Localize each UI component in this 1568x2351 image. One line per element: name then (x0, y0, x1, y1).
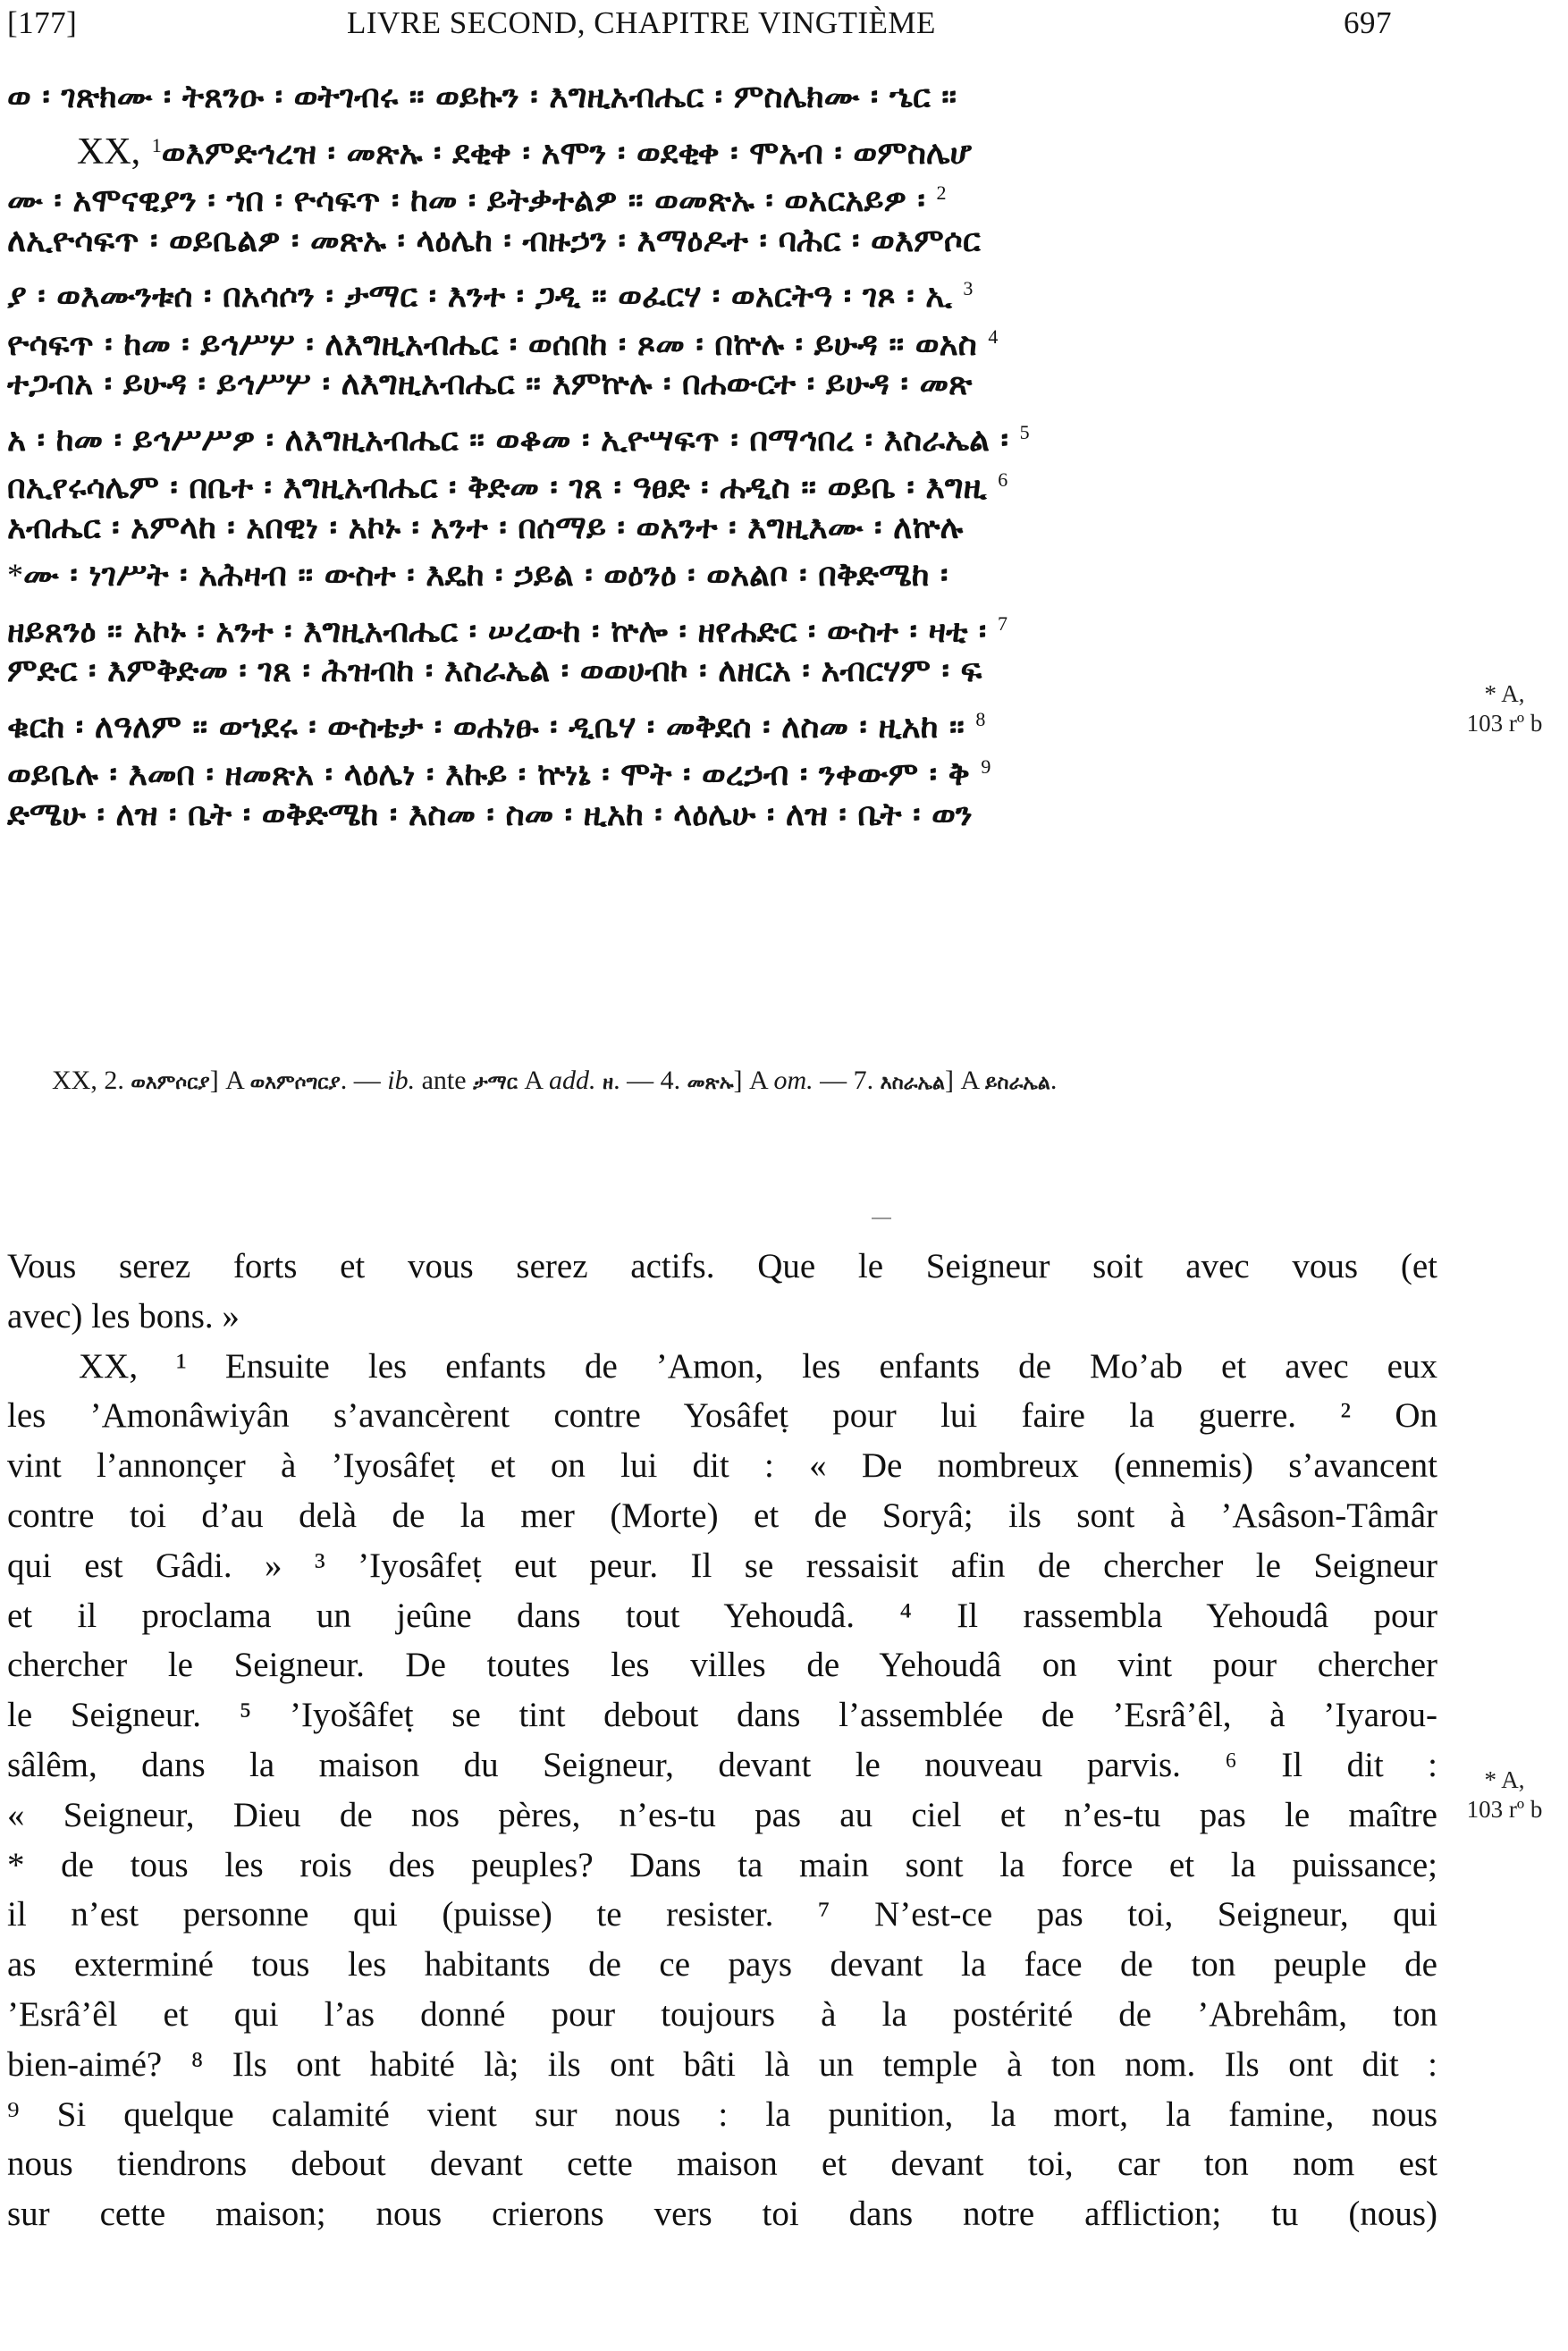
translation-line: le Seigneur. ⁵ ’Iyošâfeṭ se tint debout dans l’assemblée de ’Esrâ’êl, à ’Iyarou- (7, 1696, 1437, 1735)
running-header (7, 2, 1437, 46)
chapter-marker: XX, (77, 131, 141, 169)
ethiopic-line: ዮሳፍጥ ፡ ከመ ፡ ይኅሥሦ ፡ ለእግዚአብሔር ፡ ወሰበከ ፡ ጾመ ፡ በኵሉ ፡ ይሁዳ ። ወአስ $^4$ (7, 324, 999, 360)
translation-line: bien-aimé? ⁸ Ils ont habité là; ils ont bâti là un temple à ton nom. Ils ont dit : (7, 2044, 1437, 2084)
page-ref: [177] (7, 5, 78, 40)
ethiopic-line: ዘይጸንዕ ። አኮኑ ፡ አንተ ፡ እግዚአብሔር ፡ ሠረውከ ፡ ኵሎ ፡ ዘየሐድር ፡ ውስተ ፡ ዛቲ ፡ $^7$ (7, 611, 1007, 647)
running-title: LIVRE SECOND, CHAPITRE VINGTIÈME (347, 5, 936, 40)
translation-line: qui est Gâdi. » ³ ’Iyosâfeṭ eut peur. Il se ressaisit afin de chercher le Seigneur (7, 1546, 1437, 1585)
ethiopic-line: ቁርከ ፡ ለዓለም ። ወኀደሩ ፡ ውስቴታ ፡ ወሐነፁ ፡ ዲቤሃ ፡ መቅደሰ ፡ ለስመ ፡ ዚአከ ። $^8$ (7, 707, 986, 743)
ethiopic-line: ወ ፡ ገጽክሙ ፡ ትጸንዑ ፡ ወትገብሩ ። ወይኩን ፡ እግዚአብሔር ፡ ምስሌክሙ ፡ ኄር ። (7, 79, 957, 115)
translation-line: « Seigneur, Dieu de nos pères, n’es-tu pas au ciel et n’es-tu pas le maître (7, 1795, 1437, 1834)
translation-line: Vous serez forts et vous serez actifs. Que le Seigneur soit avec vous (et (7, 1247, 1437, 1285)
ethiopic-line: ድሜሁ ፡ ለዝ ፡ ቤት ፡ ወቅድሜከ ፡ እስመ ፡ ስመ ፡ ዚአከ ፡ ላዕሌሁ ፡ ለዝ ፡ ቤት ፡ ወን (7, 796, 973, 833)
translation-line: avec) les bons. » (7, 1296, 240, 1336)
separator-mark (872, 1218, 891, 1219)
french-translation-block (7, 1242, 1437, 2239)
ethiopic-line: XX, $^1$ወእምድኅረዝ ፡ መጽኡ ፡ ደቂቀ ፡ አሞን ፡ ወደቂቀ ፡ ሞአብ ፡ ወምስሌሆ (7, 122, 1437, 170)
ethiopic-line: ወይቤሉ ፡ እመበ ፡ ዘመጽአ ፡ ላዕሌነ ፡ እኩይ ፡ ኵነኔ ፡ ሞት ፡ ወረኃብ ፡ ንቀውም ፡ ቅ $^9$ (7, 755, 991, 791)
ethiopic-text-block (7, 73, 1437, 838)
ethiopic-line: አብሔር ፡ አምላከ ፡ አበዊነ ፡ አኮኑ ፡ አንተ ፡ በሰማይ ፡ ወአንተ ፡ እግዚእሙ ፡ ለኵሉ (7, 509, 964, 546)
translation-line: nous tiendrons debout devant cette maison et devant toi, car ton nom est (7, 2145, 1437, 2184)
ethiopic-line: በኢየሩሳሌም ፡ በቤተ ፡ እግዚአብሔር ፡ ቅድመ ፡ ገጸ ፡ ዓፀድ ፡ ሐዲስ ። ወይቤ ፡ እግዚ $^6$ (7, 468, 1008, 504)
translation-line: ’Esrâ’êl et qui l’as donné pour toujours à la postérité de ’Abrehâm, ton (7, 1994, 1437, 2034)
translation-line: sâlêm, dans la maison du Seigneur, devant le nouveau parvis. ⁶ Il dit : (7, 1745, 1437, 1784)
ethiopic-line: ያ ፡ ወእሙንቱሰ ፡ በአሳሶን ፡ ታማር ፡ እንተ ፡ ጋዲ ። ወፈርሃ ፡ ወአርትዓ ፡ ገጾ ፡ ኢ $^3$ (7, 277, 974, 313)
translation-line: les ’Amonâwiyân s’avancèrent contre Yosâfeṭ pour lui faire la guerre. ² On (7, 1396, 1437, 1436)
translation-line: as exterminé tous les habitants de ce pays devant la face de ton peuple de (7, 1945, 1437, 1984)
margin-folio-note: * A, 103 rº b (1466, 680, 1543, 737)
translation-line: vint l’annonçer à ’Iyosâfeṭ et on lui dit : « De nombreux (ennemis) s’avancent (7, 1446, 1437, 1486)
page-number: 697 (1344, 5, 1392, 40)
ethiopic-line: *ሙ ፡ ነገሥት ፡ አሕዛብ ። ውስተ ፡ እዴከ ፡ ኃይል ፡ ወዕንዕ ፡ ወአልቦ ፡ በቅድሜከ ፡ (7, 557, 948, 594)
translation-line: sur cette maison; nous crierons vers toi dans notre affliction; tu (nous) (7, 2195, 1437, 2234)
ethiopic-line: ሙ ፡ አሞናዊያን ፡ ኀበ ፡ ዮሳፍጥ ፡ ከመ ፡ ይትቃተልዎ ። ወመጽኡ ፡ ወአርአይዎ ፡ $^2$ (7, 181, 947, 217)
margin-folio-note: * A, 103 rº b (1466, 1766, 1543, 1823)
critical-apparatus: XX, 2. ወእምሶርያ] A ወእምሶግርያ. — ib. ante ታማር A add. ዘ. — 4. መጽኡ] A om. — 7. እስራኤል] A ይስራኤል. (52, 1066, 1058, 1095)
ethiopic-line: ተጋብአ ፡ ይሁዳ ፡ ይኅሥሦ ፡ ለእግዚአብሔር ። እምኵሉ ፡ በሐውርተ ፡ ይሁዳ ፡ መጽ (7, 366, 973, 402)
translation-line: ⁹ Si quelque calamité vient sur nous : la punition, la mort, la famine, nous (7, 2094, 1437, 2134)
translation-line: XX, ¹ Ensuite les enfants de ’Amon, les enfants de Mo’ab et avec eux (79, 1346, 1437, 1386)
translation-line: * de tous les rois des peuples? Dans ta main sont la force et la puissance; (7, 1845, 1437, 1884)
translation-line: et il proclama un jeûne dans tout Yehoudâ. ⁴ Il rassembla Yehoudâ pour (7, 1596, 1437, 1635)
ethiopic-line: ምድር ፡ እምቅድመ ፡ ገጸ ፡ ሕዝብከ ፡ እስራኤል ፡ ወወሀብኮ ፡ ለዘርአ ፡ አብርሃም ፡ ፍ (7, 653, 982, 689)
translation-line: il n’est personne qui (puisse) te resister. ⁷ N’est-ce pas toi, Seigneur, qui (7, 1895, 1437, 1934)
translation-line: contre toi d’au delà de la mer (Morte) et de Soryâ; ils sont à ’Asâson-Tâmâr (7, 1496, 1437, 1535)
ethiopic-line: ለኢዮሳፍጥ ፡ ወይቤልዎ ፡ መጽኡ ፡ ላዕሌከ ፡ ብዙኃን ፡ እማዕዶተ ፡ ባሕር ፡ ወእምሶር (7, 222, 981, 259)
translation-line: chercher le Seigneur. De toutes les villes de Yehoudâ on vint pour chercher (7, 1646, 1437, 1685)
ethiopic-line: አ ፡ ከመ ፡ ይኅሥሥዎ ፡ ለእግዚአብሔር ። ወቆመ ፡ ኢዮሣፍጥ ፡ በማኅበረ ፡ እስራኤል ፡ $^5$ (7, 420, 1030, 456)
